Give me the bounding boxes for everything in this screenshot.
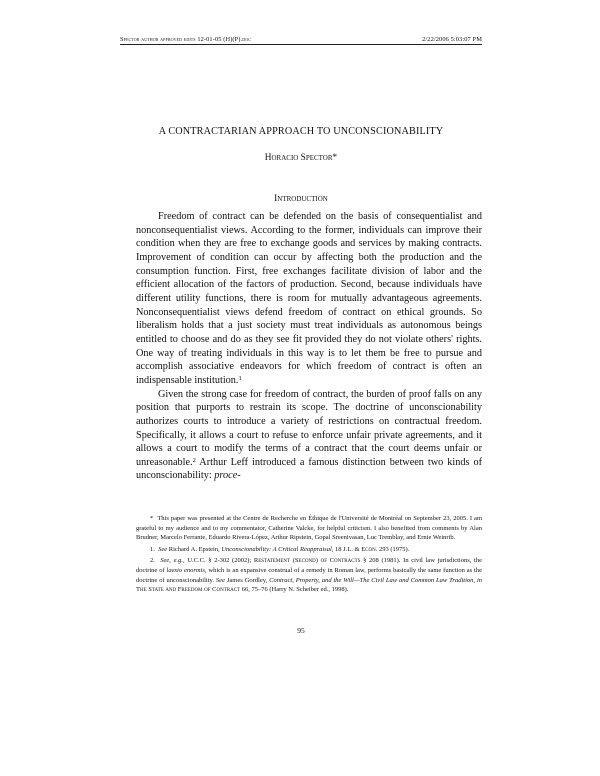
paragraph-2-text-a: Given the strong case for freedom of contract, the burden of proof falls on any position that purports to restrain its scope. The doctrine of unconscionability authorizes courts to introduce a variety of restrictions on contractual freedom. Specifically, it allows a court to refuse to enforce unfair private agreements, and it allows a court to modify the terms of a contract that the court deems unfair or unreasonable.: [136, 388, 482, 468]
author-footnote-mark: *: [332, 153, 338, 163]
footnote-1-author: Richard A. Epstein,: [168, 545, 220, 553]
footnote-2-num: 2.: [150, 557, 155, 565]
footnote-1-signal: See: [158, 545, 168, 553]
footnote-2-signal: See, e.g.: [160, 557, 183, 565]
footnote-1-num: 1.: [150, 545, 155, 553]
footnote-star-mark: *: [150, 515, 154, 522]
paragraph-2: [136, 388, 482, 484]
footnote-2-t7: 66, 75–76 (Harry N. Scheiber ed., 1998).: [240, 586, 349, 594]
header-timestamp: 2/22/2006 5:03:07 PM: [422, 36, 482, 43]
footnote-2-see: See: [215, 576, 225, 584]
footnote-ref-1: 1: [238, 374, 242, 382]
body-text: [136, 210, 482, 483]
footnote-1: [136, 545, 482, 555]
paragraph-2-text-b: Arthur Leff introduced a famous distinction between two kinds of unconscionability:: [136, 456, 482, 482]
footnote-star: [136, 514, 482, 543]
page-number: 95: [297, 626, 305, 635]
paragraph-1-text: Freedom of contract can be defended on the basis of consequentialist and nonconsequentialist views. According to the former, individuals can improve their condition when they are free to exchange goods and services by making contracts. Improvement of condition can occur by affecting both the production and the consumption function. First, free exchanges facilitate division of labor and the efficient allocation of the factors of production. Second, because individuals have different utility functions, there is room for mutually advantageous agreements. Nonconsequentialist views defend freedom of contract on ethical grounds. So liberalism holds that a just society must treat individuals as autonomous beings entitled to choose and do as they see fit provided they do not violate others' rights. One way of treating individuals in this way is to let them be free to pursue and accomplish associative endeavors for which freedom of contract is often an indispensable institution.: [136, 211, 482, 386]
footnote-1-journal-sc: Econ: [361, 545, 376, 553]
footnote-ref-2: 2: [192, 456, 196, 464]
footnote-2-t5: ,: [473, 576, 477, 584]
paragraph-1: [136, 210, 482, 388]
paragraph-2-italic: proce-: [214, 470, 241, 482]
footnote-2-t3: , which is an expansive construal of a remedy in Roman law, performs basically the same function as the doctrine of unconscionability.: [136, 566, 482, 584]
section-heading: Introduction: [274, 194, 328, 204]
footnote-2-in: in: [476, 576, 483, 584]
footnote-2-t4: James Gordley,: [224, 576, 270, 584]
footnote-2: [136, 556, 482, 594]
article-title: A CONTRACTARIAN APPROACH TO UNCONSCIONABILITY: [158, 126, 444, 137]
footnote-2-book: Contract, Property, and the Will—The Civil Law and Common Law Tradition: [269, 576, 474, 584]
author-name: Horacio Spector: [264, 153, 333, 163]
footnote-1-journal-a: , 18 J.L. &: [331, 545, 362, 553]
footnote-2-laesio: laesio enormis: [166, 566, 205, 574]
footnote-1-journal-b: . 293 (1975).: [375, 545, 410, 553]
footnote-2-restatement: Restatement (Second) of Contracts: [253, 557, 361, 565]
header-filename: Spector author approved edits 12-01-05 (H)(P).doc: [120, 36, 251, 43]
running-header: [120, 36, 482, 45]
footnote-2-t1: , U.C.C. § 2-302 (2002);: [183, 557, 254, 565]
footnote-2-t2: § 208 (1981). In civil law jurisdictions, the doctrine of: [136, 557, 482, 574]
footnotes: [136, 514, 482, 595]
footnote-2-state: The State and Freedom of Contract: [136, 586, 241, 594]
footnote-1-title: Unconscionability: A Critical Reappraisal: [221, 545, 332, 553]
footnote-star-text: This paper was presented at the Centre de Recherche en Éthique de l'Université de Montréal on September 23, 2005. I am grateful to my audience and to my commentator, Catherine Valcke, for helpful criticism. I also benefited from comments by Alan Brudner, Marcelo Ferrante, Eduardo Rivera-López, Arthur Ripstein, Gopal Sreenivasan, Luc Tremblay, and Ernie Weinrib.: [136, 515, 482, 542]
author-line: [120, 153, 482, 163]
